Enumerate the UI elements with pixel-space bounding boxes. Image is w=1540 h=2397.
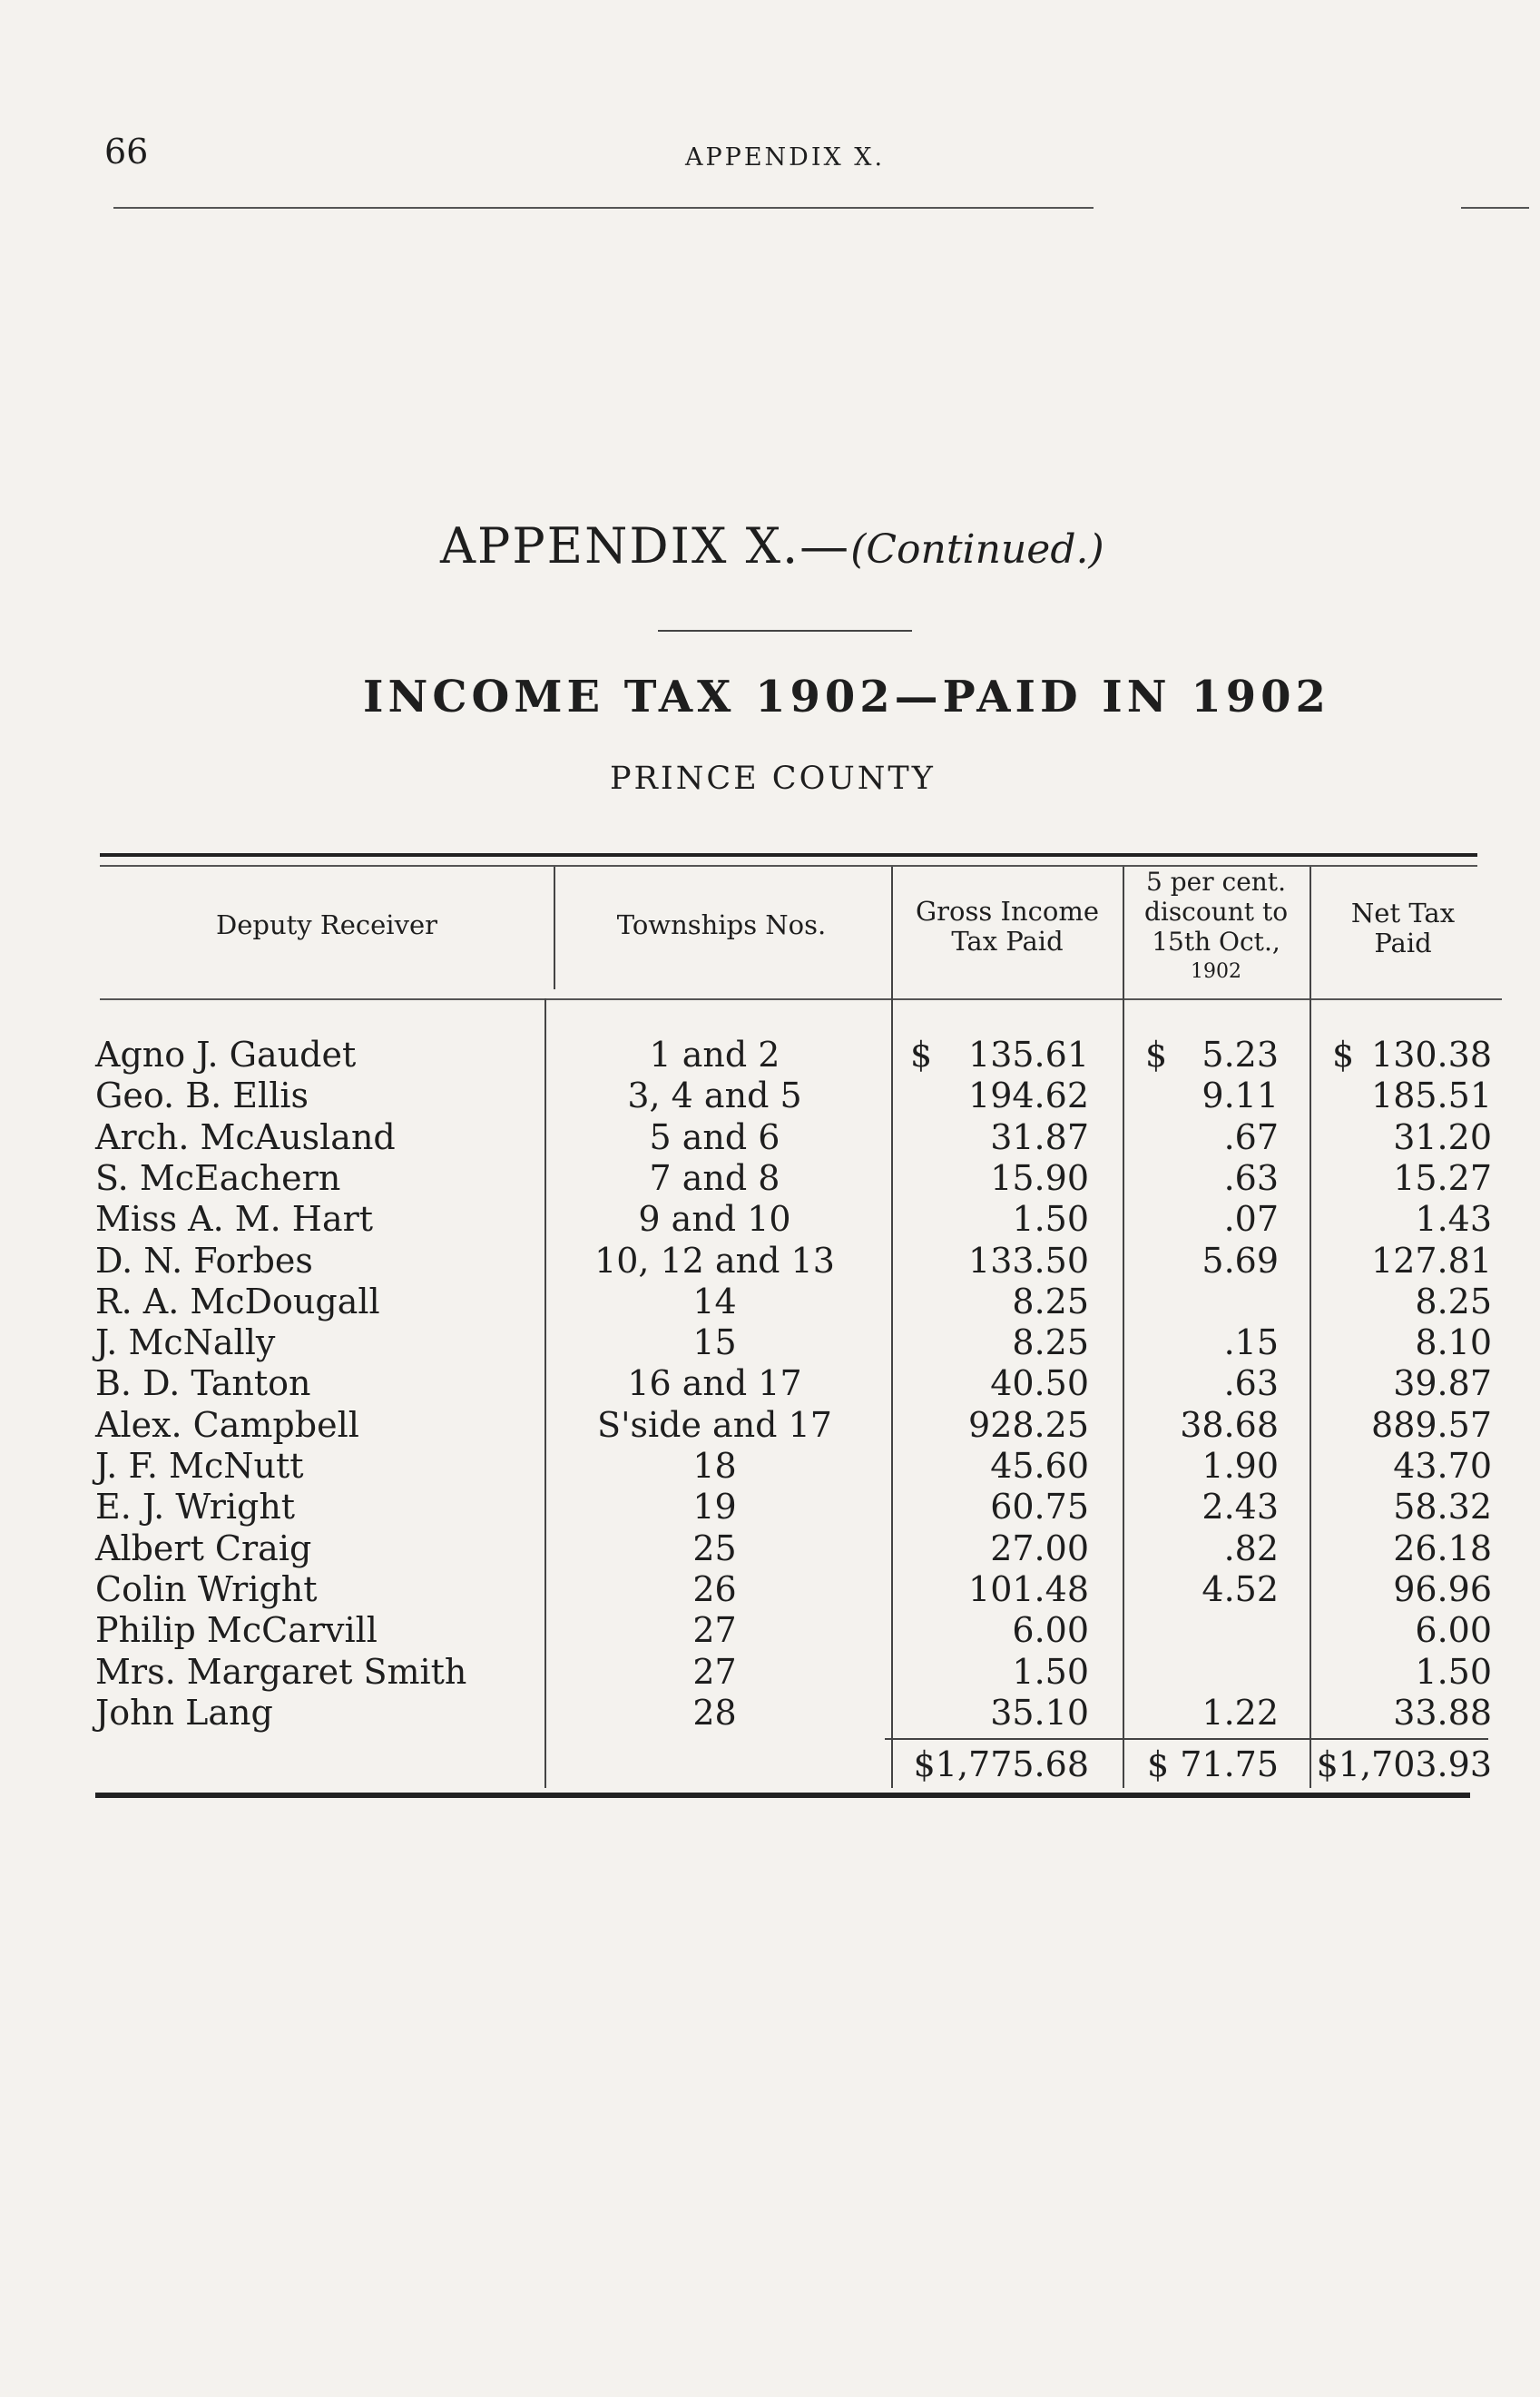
discount-cell: 38.68 — [1180, 1404, 1279, 1445]
deputy-receiver-cell: Alex. Campbell — [95, 1404, 359, 1445]
deputy-receiver-cell: Arch. McAusland — [95, 1116, 396, 1157]
net-tax-cell: 26.18 — [1393, 1528, 1492, 1568]
deputy-receiver-cell: B. D. Tanton — [95, 1363, 311, 1404]
table-row — [0, 1610, 1540, 1651]
townships-cell: S'side and 17 — [597, 1404, 832, 1445]
column-header-gross: Gross Income Tax Paid — [916, 896, 1099, 957]
deputy-receiver-cell: Geo. B. Ellis — [95, 1076, 309, 1116]
gross-tax-cell: 60.75 — [990, 1487, 1089, 1528]
gross-tax-cell: 1.50 — [1012, 1651, 1089, 1692]
townships-cell: 26 — [692, 1568, 737, 1609]
column-header-net: Net Tax Paid — [1350, 898, 1456, 958]
discount-dollar-sign: $ — [1145, 1035, 1168, 1075]
table-row — [0, 1569, 1540, 1610]
total-net: $1,703.93 — [1316, 1744, 1492, 1784]
townships-cell: 18 — [692, 1446, 737, 1486]
column-rule — [554, 867, 555, 989]
deputy-receiver-cell: R. A. McDougall — [95, 1281, 380, 1321]
townships-cell: 15 — [692, 1322, 737, 1363]
net-tax-cell: 8.25 — [1415, 1281, 1492, 1321]
table-row — [0, 1158, 1540, 1199]
county-heading: PRINCE COUNTY — [610, 761, 936, 797]
discount-cell: 1.90 — [1202, 1446, 1279, 1486]
gross-tax-cell: 15.90 — [990, 1157, 1089, 1198]
gross-dollar-sign: $ — [910, 1035, 933, 1075]
table-bottom-rule — [95, 1793, 1470, 1798]
table-row — [0, 1528, 1540, 1569]
townships-cell: 7 and 8 — [649, 1157, 780, 1198]
net-tax-cell: 6.00 — [1415, 1610, 1492, 1651]
table-top-rule — [100, 853, 1477, 857]
net-dollar-sign: $ — [1332, 1035, 1355, 1075]
discount-cell: 2.43 — [1202, 1487, 1279, 1528]
gross-tax-cell: 45.60 — [990, 1446, 1089, 1486]
gross-tax-cell: 31.87 — [990, 1116, 1089, 1157]
gross-tax-cell: 194.62 — [968, 1076, 1089, 1116]
net-tax-cell: 58.32 — [1393, 1487, 1492, 1528]
table-row — [0, 1035, 1540, 1076]
table-row — [0, 1199, 1540, 1240]
discount-cell: 4.52 — [1202, 1568, 1279, 1609]
townships-cell: 5 and 6 — [649, 1116, 780, 1157]
discount-cell: .07 — [1223, 1199, 1279, 1240]
header-rule — [113, 207, 1094, 209]
table-row — [0, 1693, 1540, 1734]
deputy-receiver-cell: Albert Craig — [95, 1528, 312, 1568]
townships-cell: 16 and 17 — [627, 1363, 802, 1404]
townships-cell: 28 — [692, 1692, 737, 1733]
column-header-townships: Townships Nos. — [616, 909, 827, 940]
table-row — [0, 1241, 1540, 1282]
discount-cell: 5.69 — [1202, 1240, 1279, 1281]
net-tax-cell: 15.27 — [1393, 1157, 1492, 1198]
table-row — [0, 1117, 1540, 1158]
deputy-receiver-cell: Colin Wright — [95, 1568, 318, 1609]
townships-cell: 10, 12 and 13 — [594, 1240, 835, 1281]
deputy-receiver-cell: S. McEachern — [95, 1157, 341, 1198]
net-tax-cell: 8.10 — [1415, 1322, 1492, 1363]
header-bottom-rule — [100, 998, 1502, 1000]
deputy-receiver-cell: Agno J. Gaudet — [95, 1035, 357, 1075]
deputy-receiver-cell: John Lang — [95, 1692, 273, 1733]
discount-cell: .63 — [1223, 1157, 1279, 1198]
table-row — [0, 1487, 1540, 1528]
gross-tax-cell: 1.50 — [1012, 1199, 1089, 1240]
running-head: APPENDIX X. — [685, 143, 886, 172]
net-tax-cell: 1.43 — [1415, 1199, 1492, 1240]
page-number: 66 — [104, 132, 149, 172]
appendix-title-continued: (Continued.) — [850, 526, 1104, 573]
table-row — [0, 1446, 1540, 1487]
net-tax-cell: 31.20 — [1393, 1116, 1492, 1157]
townships-cell: 27 — [692, 1610, 737, 1651]
net-tax-cell: 127.81 — [1371, 1240, 1492, 1281]
column-header-discount: 5 per cent. discount to 15th Oct., 1902 — [1143, 867, 1289, 983]
gross-tax-cell: 35.10 — [990, 1692, 1089, 1733]
header-rule-right — [1461, 207, 1529, 209]
gross-tax-cell: 8.25 — [1012, 1322, 1089, 1363]
table-row — [0, 1076, 1540, 1116]
townships-cell: 1 and 2 — [649, 1035, 780, 1075]
discount-cell: .63 — [1223, 1363, 1279, 1404]
discount-cell: 5.23 — [1202, 1035, 1279, 1075]
gross-tax-cell: 27.00 — [990, 1528, 1089, 1568]
gross-tax-cell: 101.48 — [968, 1568, 1089, 1609]
deputy-receiver-cell: Philip McCarvill — [95, 1610, 378, 1651]
net-tax-cell: 96.96 — [1393, 1568, 1492, 1609]
townships-cell: 27 — [692, 1651, 737, 1692]
totals-row — [0, 1744, 1540, 1788]
gross-tax-cell: 928.25 — [968, 1404, 1089, 1445]
table-row — [0, 1282, 1540, 1322]
gross-tax-cell: 40.50 — [990, 1363, 1089, 1404]
gross-tax-cell: 135.61 — [968, 1035, 1089, 1075]
column-header-receiver: Deputy Receiver — [216, 909, 437, 940]
gross-tax-cell: 8.25 — [1012, 1281, 1089, 1321]
townships-cell: 14 — [692, 1281, 737, 1321]
sum-rule — [885, 1738, 1488, 1740]
table-row — [0, 1405, 1540, 1446]
total-discount: $ 71.75 — [1146, 1744, 1279, 1784]
table-row — [0, 1652, 1540, 1693]
table-row — [0, 1322, 1540, 1363]
table-row — [0, 1363, 1540, 1404]
net-tax-cell: 130.38 — [1371, 1035, 1492, 1075]
discount-cell: .15 — [1223, 1322, 1279, 1363]
deputy-receiver-cell: D. N. Forbes — [95, 1240, 313, 1281]
gross-tax-cell: 133.50 — [968, 1240, 1089, 1281]
deputy-receiver-cell: Miss A. M. Hart — [95, 1199, 374, 1240]
townships-cell: 25 — [692, 1528, 737, 1568]
net-tax-cell: 889.57 — [1371, 1404, 1492, 1445]
net-tax-cell: 39.87 — [1393, 1363, 1492, 1404]
discount-cell: .82 — [1223, 1528, 1279, 1568]
townships-cell: 3, 4 and 5 — [627, 1076, 802, 1116]
appendix-title — [440, 517, 1104, 575]
discount-cell: 9.11 — [1202, 1076, 1279, 1116]
deputy-receiver-cell: J. F. McNutt — [95, 1446, 304, 1486]
townships-cell: 19 — [692, 1487, 737, 1528]
tax-title: INCOME TAX 1902—PAID IN 1902 — [363, 672, 1330, 722]
net-tax-cell: 33.88 — [1393, 1692, 1492, 1733]
discount-cell: .67 — [1223, 1116, 1279, 1157]
title-rule — [658, 630, 912, 632]
net-tax-cell: 185.51 — [1371, 1076, 1492, 1116]
deputy-receiver-cell: E. J. Wright — [95, 1487, 296, 1528]
discount-cell: 1.22 — [1202, 1692, 1279, 1733]
townships-cell: 9 and 10 — [638, 1199, 791, 1240]
appendix-title-main: APPENDIX X.— — [440, 517, 851, 575]
net-tax-cell: 1.50 — [1415, 1651, 1492, 1692]
deputy-receiver-cell: J. McNally — [95, 1322, 276, 1363]
net-tax-cell: 43.70 — [1393, 1446, 1492, 1486]
gross-tax-cell: 6.00 — [1012, 1610, 1089, 1651]
total-gross: $1,775.68 — [913, 1744, 1089, 1784]
deputy-receiver-cell: Mrs. Margaret Smith — [95, 1651, 467, 1692]
